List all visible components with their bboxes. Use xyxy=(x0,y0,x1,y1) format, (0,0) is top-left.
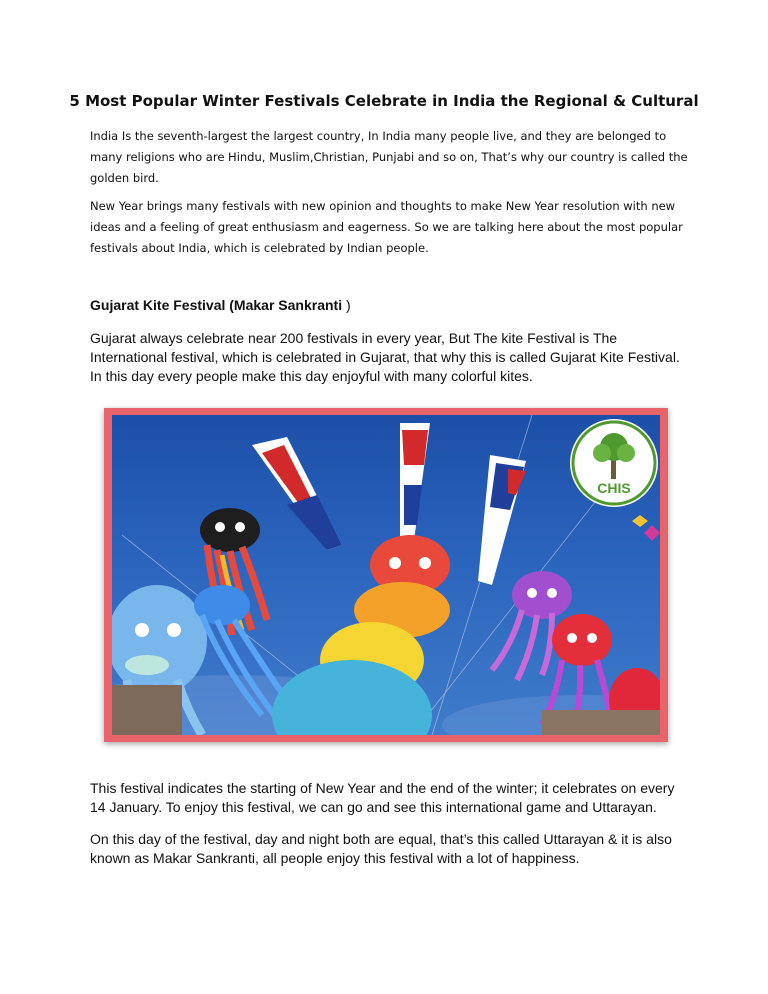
kite-festival-image-frame xyxy=(104,408,668,742)
chis-logo xyxy=(570,419,658,507)
page-title: 5 Most Popular Winter Festivals Celebrate in India the Regional & Cultural xyxy=(69,92,699,110)
windsock-kite-2 xyxy=(400,423,430,555)
small-kite xyxy=(632,515,648,527)
after-paragraph: This festival indicates the starting of New Year and the end of the winter; it celebrates on every 14 January. To enjoy this festival, we can go and see this international game and Uttarayan. xyxy=(90,780,675,815)
logo-text: CHIS xyxy=(597,480,631,496)
section-heading-text: Gujarat Kite Festival (Makar Sankranti xyxy=(90,297,343,313)
section-heading xyxy=(90,297,351,313)
after-paragraph: On this day of the festival, day and night both are equal, that’s this called Uttarayan & it is also known as Makar Sankranti, all people enjoy this festival with a lot of happiness. xyxy=(90,831,672,866)
windsock-kite-1 xyxy=(252,437,342,550)
intro-paragraph: New Year brings many festivals with new opinion and thoughts to make New Year resolution with new ideas and a feeling of great enthusiasm and eagerness. So we are talking here about the most popular festivals about India, which is celebrated by Indian people. xyxy=(90,199,683,255)
kite-festival-illustration xyxy=(112,415,660,735)
small-kite xyxy=(644,525,660,541)
buildings xyxy=(542,710,660,735)
section-heading-tail: ) xyxy=(342,297,351,313)
intro-paragraph: India Is the seventh-largest the largest country, In India many people live, and they are belonged to many religions who are Hindu, Muslim,Christian, Punjabi and so on, That’s why our country is called the golden bird. xyxy=(90,129,688,185)
windsock-kite-3 xyxy=(478,455,526,585)
kite-festival-photo xyxy=(112,415,660,735)
section-paragraph: Gujarat always celebrate near 200 festivals in every year, But The kite Festival is The International festival, which is celebrated in Gujarat, that why this is called Gujarat Kite Festival. In this day every people make this day enjoyful with many colorful kites. xyxy=(90,330,680,384)
buildings xyxy=(112,685,182,735)
